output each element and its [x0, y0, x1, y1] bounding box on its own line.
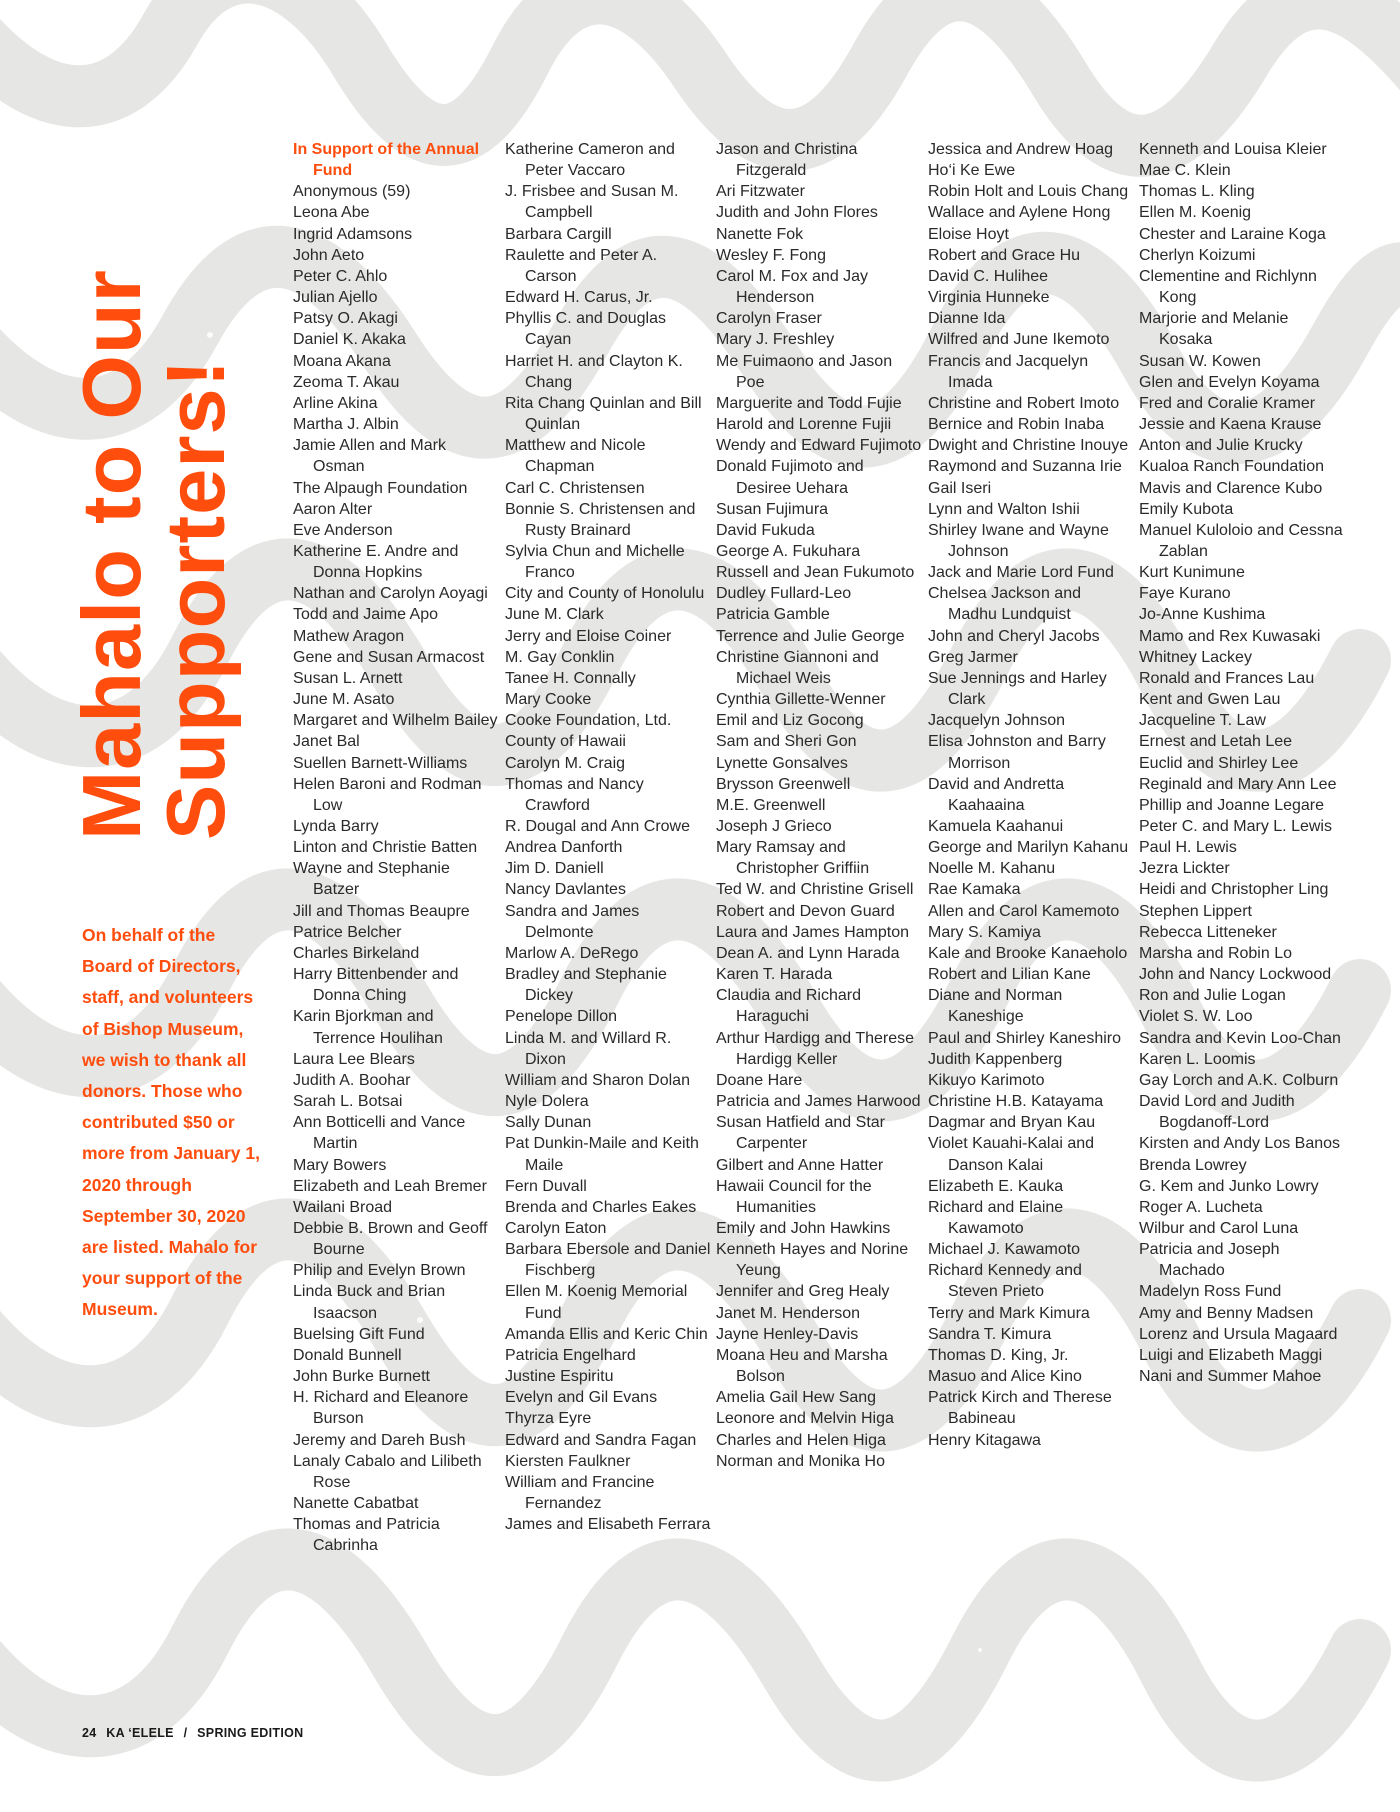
donor-name: Kenneth and Louisa Kleier — [1139, 141, 1327, 158]
donor-name: H. Richard and Eleanore Burson — [293, 1389, 469, 1428]
donor-name: Wilfred and June Ikemoto — [928, 331, 1110, 349]
donor-name: Margaret and Wilhelm Bailey — [293, 712, 498, 730]
donor-name: Raymond and Suzanna Irie — [928, 458, 1122, 476]
donor-name: Euclid and Shirley Lee — [1139, 754, 1299, 772]
donor-name: Clementine and Richlynn Kong — [1139, 267, 1317, 307]
donor-name: Laura Lee Blears — [293, 1050, 415, 1068]
donor-name: Norman and Monika Ho — [716, 1452, 885, 1470]
donor-name: Janet Bal — [293, 733, 360, 751]
donor-name: Francis and Jacquelyn Imada — [928, 352, 1089, 391]
donor-name: Fred and Coralie Kramer — [1139, 394, 1316, 412]
donor-name: Violet S. W. Loo — [1139, 1008, 1253, 1026]
donor-name: Jack and Marie Lord Fund — [928, 564, 1114, 582]
donor-name: Nanette Fok — [716, 225, 804, 243]
donor-name: Mary S. Kamiya — [928, 923, 1041, 941]
donor-name: Judith Kappenberg — [928, 1050, 1063, 1068]
donor-name: John Aeto — [293, 246, 365, 264]
donor-name: Masuo and Alice Kino — [928, 1368, 1082, 1386]
donor-name: Dagmar and Bryan Kau — [928, 1114, 1096, 1132]
donor-name: Nathan and Carolyn Aoyagi — [293, 585, 488, 603]
donor-name: Manuel Kuloloio and Cessna Zablan — [1139, 521, 1343, 560]
donor-name: Paul and Shirley Kaneshiro — [928, 1029, 1122, 1047]
donor-name: Bradley and Stephanie Dickey — [505, 966, 667, 1005]
donor-name: Shirley Iwane and Wayne Johnson — [928, 521, 1109, 560]
donor-name: Diane and Norman Kaneshige — [928, 987, 1063, 1026]
section-heading: In Support of the Annual Fund — [293, 141, 480, 180]
donor-name: David C. Hulihee — [928, 267, 1049, 285]
donor-name: Patrice Belcher — [293, 923, 402, 941]
donor-name: Marsha and Robin Lo — [1139, 944, 1292, 962]
donor-name: Cooke Foundation, Ltd. — [505, 712, 672, 730]
donor-name: Sandra T. Kimura — [928, 1325, 1052, 1343]
donor-name: Ellen M. Koenig — [1139, 204, 1252, 222]
donor-column-2 — [505, 139, 711, 1535]
donor-name: Carolyn Fraser — [716, 310, 822, 328]
donor-name: Gilbert and Anne Hatter — [716, 1156, 884, 1174]
donor-name: G. Kem and Junko Lowry — [1139, 1177, 1319, 1195]
donor-name: Andrea Danforth — [505, 839, 623, 857]
donor-name: Emily and John Hawkins — [716, 1219, 891, 1237]
donor-name: Jessica and Andrew Hoag — [928, 141, 1113, 158]
donor-name: Ann Botticelli and Vance Martin — [293, 1114, 466, 1153]
donor-name: Jamie Allen and Mark Osman — [293, 437, 446, 476]
donor-name: Ronald and Frances Lau — [1139, 669, 1315, 687]
donor-name: Wayne and Stephanie Batzer — [293, 860, 450, 899]
donor-name: Jim D. Daniell — [505, 860, 604, 878]
donor-name: Violet Kauahi-Kalai and Danson Kalai — [928, 1135, 1095, 1174]
donor-name: Phillip and Joanne Legare — [1139, 796, 1325, 814]
donor-name: Susan W. Kowen — [1139, 352, 1261, 370]
donor-name: William and Francine Fernandez — [505, 1473, 655, 1512]
donor-name: Katherine Cameron and Peter Vaccaro — [505, 141, 675, 180]
donor-name: Karen T. Harada — [716, 966, 833, 984]
donor-name: Emil and Liz Gocong — [716, 712, 864, 730]
donor-name: Hawaii Council for the Humanities — [716, 1177, 872, 1216]
title-line-1: Mahalo to Our — [65, 269, 158, 840]
donor-name: Kiersten Faulkner — [505, 1452, 631, 1470]
donor-name: Glen and Evelyn Koyama — [1139, 373, 1320, 391]
donor-name: Henry Kitagawa — [928, 1431, 1041, 1449]
donor-name: Judith and John Flores — [716, 204, 878, 222]
donor-name: Jeremy and Dareh Bush — [293, 1431, 466, 1449]
donor-name: Sandra and James Delmonte — [505, 902, 640, 941]
donor-name: Laura and James Hampton — [716, 923, 909, 941]
donor-name: Nancy Davlantes — [505, 881, 626, 899]
donor-name: Ernest and Letah Lee — [1139, 733, 1293, 751]
donor-name: Katherine E. Andre and Donna Hopkins — [293, 542, 459, 582]
donor-name: Fern Duvall — [505, 1177, 587, 1195]
donor-name: Emily Kubota — [1139, 500, 1234, 518]
donor-name: Ari Fitzwater — [716, 183, 805, 201]
donor-name: Thyrza Eyre — [505, 1410, 592, 1428]
donor-name: Brenda Lowrey — [1139, 1156, 1247, 1174]
donor-name: Kent and Gwen Lau — [1139, 691, 1281, 709]
donor-name: Lorenz and Ursula Magaard — [1139, 1325, 1338, 1343]
donor-name: Judith A. Boohar — [293, 1071, 411, 1089]
donor-name: Robert and Lilian Kane — [928, 966, 1091, 984]
donor-name: Amanda Ellis and Keric Chin — [505, 1325, 708, 1343]
donor-name: Jayne Henley-Davis — [716, 1325, 859, 1343]
donor-name: Penelope Dillon — [505, 1008, 618, 1026]
donor-name: Donald Bunnell — [293, 1346, 402, 1364]
donor-name: Susan Hatfield and Star Carpenter — [716, 1114, 885, 1153]
donor-name: Noelle M. Kahanu — [928, 860, 1056, 878]
donor-name: J. Frisbee and Susan M. Campbell — [505, 183, 679, 222]
donor-name: Me Fuimaono and Jason Poe — [716, 352, 893, 391]
donor-name: Phyllis C. and Douglas Cayan — [505, 310, 666, 349]
donor-name: M. Gay Conklin — [505, 648, 615, 666]
donor-name: Patrick Kirch and Therese Babineau — [928, 1389, 1112, 1428]
vertical-page-title — [65, 140, 250, 840]
intro-statement: On behalf of the Board of Directors, staff, and volunteers of Bishop Museum, we wish to thank all donors. Those who contributed $50 or more from January 1, 2020 through September 30, 2020 are listed. Mahalo for your support of the Museum. — [82, 925, 260, 1320]
donor-name: Mamo and Rex Kuwasaki — [1139, 627, 1321, 645]
donor-name: Zeoma T. Akau — [293, 373, 400, 391]
donor-name: Sam and Sheri Gon — [716, 733, 857, 751]
donor-name: City and County of Honolulu — [505, 585, 705, 603]
donor-name: Nyle Dolera — [505, 1093, 589, 1111]
donor-column-5 — [1139, 139, 1345, 1387]
donor-name: Ron and Julie Logan — [1139, 987, 1286, 1005]
donor-name: Dianne Ida — [928, 310, 1006, 328]
donor-name: Patricia and Joseph Machado — [1139, 1241, 1280, 1280]
donor-name: Marlow A. DeRego — [505, 944, 639, 962]
donor-name: Mavis and Clarence Kubo — [1139, 479, 1323, 497]
donor-name: John Burke Burnett — [293, 1368, 430, 1386]
donor-name: Madelyn Ross Fund — [1139, 1283, 1282, 1301]
donor-name: Faye Kurano — [1139, 585, 1231, 603]
donor-name: Todd and Jaime Apo — [293, 606, 438, 624]
donor-name: Arline Akina — [293, 394, 378, 412]
donor-name: Marguerite and Todd Fujie — [716, 394, 902, 412]
donor-name: Kikuyo Karimoto — [928, 1071, 1045, 1089]
donor-name: Sally Dunan — [505, 1114, 592, 1132]
donor-name: Cynthia Gillette-Wenner — [716, 691, 886, 709]
edition-name: SPRING EDITION — [197, 1726, 304, 1740]
donor-name: Wendy and Edward Fujimoto — [716, 437, 922, 455]
donor-column-1 — [293, 139, 499, 1556]
donor-name: Debbie B. Brown and Geoff Bourne — [293, 1219, 488, 1259]
donor-name: Mary Bowers — [293, 1156, 387, 1174]
donor-name: Arthur Hardigg and Therese Hardigg Keller — [716, 1029, 915, 1068]
donor-name: Edward H. Carus, Jr. — [505, 289, 653, 307]
donor-name: Mary Cooke — [505, 691, 592, 709]
donor-name: Elizabeth E. Kauka — [928, 1177, 1064, 1195]
donor-name: Jezra Lickter — [1139, 860, 1230, 878]
donor-name: Allen and Carol Kamemoto — [928, 902, 1120, 920]
donor-name: Jacquelyn Johnson — [928, 712, 1065, 730]
donor-name: Jacqueline T. Law — [1139, 712, 1266, 730]
donor-name: Luigi and Elizabeth Maggi — [1139, 1346, 1323, 1364]
donor-name: Robert and Grace Hu — [928, 246, 1081, 264]
donor-name: Gay Lorch and A.K. Colburn — [1139, 1071, 1339, 1089]
title-line-2: Supporters! — [149, 358, 242, 840]
donor-column-4 — [928, 139, 1134, 1451]
donor-name: Richard and Elaine Kawamoto — [928, 1198, 1064, 1237]
donor-name: George A. Fukuhara — [716, 542, 861, 560]
donor-name: Mathew Aragon — [293, 627, 405, 645]
donor-name: Eloise Hoyt — [928, 225, 1009, 243]
donor-name: Cherlyn Koizumi — [1139, 246, 1256, 264]
donor-name: Evelyn and Gil Evans — [505, 1389, 658, 1407]
donor-name: Christine H.B. Katayama — [928, 1093, 1104, 1111]
donor-name: Rita Chang Quinlan and Bill Quinlan — [505, 394, 702, 434]
donor-name: Justine Espiritu — [505, 1368, 614, 1386]
donor-name: Richard Kennedy and Steven Prieto — [928, 1262, 1082, 1301]
donor-name: Moana Heu and Marsha Bolson — [716, 1346, 888, 1386]
donor-name: Anton and Julie Krucky — [1139, 437, 1303, 455]
donor-name: Paul H. Lewis — [1139, 839, 1237, 857]
donor-name: Linton and Christie Batten — [293, 839, 478, 857]
donor-name: Roger A. Lucheta — [1139, 1198, 1263, 1216]
donor-name: Leona Abe — [293, 204, 370, 222]
donor-name: Philip and Evelyn Brown — [293, 1262, 466, 1280]
donor-name: Chester and Laraine Koga — [1139, 225, 1326, 243]
donor-name: Patricia Gamble — [716, 606, 830, 624]
donor-name: James and Elisabeth Ferrara — [505, 1516, 711, 1534]
donor-name: Bernice and Robin Inaba — [928, 416, 1105, 434]
donor-name: Kamuela Kaahanui — [928, 818, 1064, 835]
donor-name: Brenda and Charles Eakes — [505, 1198, 697, 1216]
donor-name: Carl C. Christensen — [505, 479, 645, 497]
donor-name: Mary Ramsay and Christopher Griffiin — [716, 839, 870, 878]
donor-name: Donald Fujimoto and Desiree Uehara — [716, 458, 864, 497]
donor-name: County of Hawaii — [505, 733, 626, 751]
donor-name: Nani and Summer Mahoe — [1139, 1368, 1322, 1386]
donor-name: Wailani Broad — [293, 1198, 393, 1216]
donor-name: Eve Anderson — [293, 521, 393, 539]
donor-name: The Alpaugh Foundation — [293, 479, 468, 497]
donor-name: Ho‘i Ke Ewe — [928, 162, 1016, 180]
donor-name: Peter C. and Mary L. Lewis — [1139, 818, 1332, 835]
donor-name: Heidi and Christopher Ling — [1139, 881, 1329, 899]
donor-name: George and Marilyn Kahanu — [928, 839, 1129, 857]
donor-name: Carolyn M. Craig — [505, 754, 626, 772]
donor-name: Ted W. and Christine Grisell — [716, 881, 914, 899]
donor-name: Thomas D. King, Jr. — [928, 1346, 1069, 1364]
donor-name: Helen Baroni and Rodman Low — [293, 775, 482, 814]
donor-name: Marjorie and Melanie Kosaka — [1139, 310, 1289, 349]
publication-name: KA ‘ELELE — [106, 1726, 174, 1740]
donor-name: Claudia and Richard Haraguchi — [716, 987, 861, 1026]
donor-name: Aaron Alter — [293, 500, 373, 518]
donor-name: William and Sharon Dolan — [505, 1071, 690, 1089]
donor-name: Charles and Helen Higa — [716, 1431, 886, 1449]
donor-name: Wilbur and Carol Luna — [1139, 1219, 1299, 1237]
donor-name: Elizabeth and Leah Bremer — [293, 1177, 487, 1195]
donor-name: David Lord and Judith Bogdanoff-Lord — [1139, 1093, 1295, 1132]
donor-name: Edward and Sandra Fagan — [505, 1431, 697, 1449]
donor-name: Dwight and Christine Inouye — [928, 437, 1129, 455]
donor-name: David and Andretta Kaahaaina — [928, 775, 1065, 814]
donor-name: Kirsten and Andy Los Banos — [1139, 1135, 1341, 1153]
donor-name: Dean A. and Lynn Harada — [716, 944, 900, 962]
donor-name: Susan Fujimura — [716, 500, 829, 518]
donor-name: Carol M. Fox and Jay Henderson — [716, 267, 869, 307]
donor-name: Doane Hare — [716, 1071, 803, 1089]
donor-name: Leonore and Melvin Higa — [716, 1410, 894, 1428]
donor-name: Gail Iseri — [928, 479, 992, 497]
donor-name: Russell and Jean Fukumoto — [716, 564, 915, 582]
donor-name: Lanaly Cabalo and Lilibeth Rose — [293, 1452, 482, 1491]
donor-name: Thomas L. Kling — [1139, 183, 1255, 201]
donor-name: Kurt Kunimune — [1139, 564, 1245, 582]
donor-name: Michael J. Kawamoto — [928, 1241, 1081, 1259]
donor-name: Stephen Lippert — [1139, 902, 1252, 920]
donor-name: Julian Ajello — [293, 289, 378, 307]
donor-name: Terrence and Julie George — [716, 627, 905, 645]
donor-name: Lynda Barry — [293, 818, 379, 835]
donor-name: Jo-Anne Kushima — [1139, 606, 1266, 624]
donor-name: Whitney Lackey — [1139, 648, 1252, 666]
donor-name: Sarah L. Botsai — [293, 1093, 403, 1111]
donor-name: Peter C. Ahlo — [293, 267, 388, 285]
donor-name: Sandra and Kevin Loo-Chan — [1139, 1029, 1341, 1047]
donor-name: Ingrid Adamsons — [293, 225, 413, 243]
donor-name: Patsy O. Akagi — [293, 310, 398, 328]
donor-column-3 — [716, 139, 922, 1472]
donor-name: June M. Clark — [505, 606, 604, 624]
donor-name: Bonnie S. Christensen and Rusty Brainard — [505, 500, 696, 539]
donor-name: Matthew and Nicole Chapman — [505, 437, 646, 476]
donor-name: Raulette and Peter A. Carson — [505, 246, 658, 285]
donor-name: Thomas and Patricia Cabrinha — [293, 1516, 440, 1555]
donor-name: Harriet H. and Clayton K. Chang — [505, 352, 683, 391]
donor-name: Barbara Cargill — [505, 225, 612, 243]
donor-name: Wesley F. Fong — [716, 246, 826, 264]
donor-name: Elisa Johnston and Barry Morrison — [928, 733, 1106, 772]
page-number: 24 — [82, 1726, 97, 1740]
donor-name: Harold and Lorenne Fujii — [716, 416, 892, 434]
donor-name: Patricia Engelhard — [505, 1346, 636, 1364]
donor-name: Susan L. Arnett — [293, 669, 403, 687]
donor-name: Jill and Thomas Beaupre — [293, 902, 470, 920]
donor-name: Joseph J Grieco — [716, 818, 832, 835]
donor-name: Kale and Brooke Kanaeholo — [928, 944, 1128, 962]
donor-name: Brysson Greenwell — [716, 775, 851, 793]
donor-name: Rebecca Litteneker — [1139, 923, 1277, 941]
donor-name: Sue Jennings and Harley Clark — [928, 669, 1107, 709]
donor-name: Charles Birkeland — [293, 944, 420, 962]
donor-name: Ellen M. Koenig Memorial Fund — [505, 1283, 688, 1322]
donor-name: Daniel K. Akaka — [293, 331, 406, 349]
donor-name: Lynn and Walton Ishii — [928, 500, 1080, 518]
donor-name: Suellen Barnett-Williams — [293, 754, 468, 772]
donor-name: Rae Kamaka — [928, 881, 1021, 899]
donor-name: Dudley Fullard-Leo — [716, 585, 852, 603]
donor-name: Harry Bittenbender and Donna Ching — [293, 966, 459, 1005]
donor-name: Buelsing Gift Fund — [293, 1325, 425, 1343]
donor-name: Barbara Ebersole and Daniel Fischberg — [505, 1241, 711, 1280]
donor-name: Martha J. Albin — [293, 416, 399, 434]
donor-name: John and Nancy Lockwood — [1139, 966, 1332, 984]
donor-name: Gene and Susan Armacost — [293, 648, 485, 666]
donor-name: Linda Buck and Brian Isaacson — [293, 1283, 446, 1322]
donor-name: Greg Jarmer — [928, 648, 1018, 666]
donor-name: Robert and Devon Guard — [716, 902, 895, 920]
donor-name: Kualoa Ranch Foundation — [1139, 458, 1325, 476]
donor-name: Amelia Gail Hew Sang — [716, 1389, 877, 1407]
donor-name: Anonymous (59) — [293, 183, 411, 201]
donor-name: Nanette Cabatbat — [293, 1495, 419, 1512]
donor-name: June M. Asato — [293, 691, 395, 709]
donor-name: Patricia and James Harwood — [716, 1093, 921, 1111]
donor-name: Amy and Benny Madsen — [1139, 1304, 1314, 1322]
donor-name: Karen L. Loomis — [1139, 1050, 1256, 1068]
donor-name: Karin Bjorkman and Terrence Houlihan — [293, 1008, 443, 1047]
donor-name: Mary J. Freshley — [716, 331, 835, 349]
donor-name: Carolyn Eaton — [505, 1219, 607, 1237]
donor-name: Thomas and Nancy Crawford — [505, 775, 644, 814]
donor-name: R. Dougal and Ann Crowe — [505, 818, 690, 835]
donor-name: David Fukuda — [716, 521, 815, 539]
donor-name: Sylvia Chun and Michelle Franco — [505, 542, 685, 582]
donor-name: M.E. Greenwell — [716, 796, 826, 814]
donor-name: Robin Holt and Louis Chang — [928, 183, 1129, 201]
donor-name: Christine Giannoni and Michael Weis — [716, 648, 879, 687]
donor-name: Chelsea Jackson and Madhu Lundquist — [928, 585, 1081, 624]
donor-name: Kenneth Hayes and Norine Yeung — [716, 1241, 909, 1280]
donor-name: Wallace and Aylene Hong — [928, 204, 1111, 222]
donor-name: Christine and Robert Imoto — [928, 394, 1120, 412]
donor-name: John and Cheryl Jacobs — [928, 627, 1100, 645]
donor-name: Jason and Christina Fitzgerald — [716, 141, 858, 180]
donor-name: Jennifer and Greg Healy — [716, 1283, 890, 1301]
donor-name: Lynette Gonsalves — [716, 754, 848, 772]
footer-separator: / — [183, 1726, 188, 1740]
donor-name: Jessie and Kaena Krause — [1139, 416, 1322, 434]
donor-name: Reginald and Mary Ann Lee — [1139, 775, 1337, 793]
donor-name: Moana Akana — [293, 352, 391, 370]
donor-name: Mae C. Klein — [1139, 162, 1231, 180]
donor-name: Virginia Hunneke — [928, 289, 1050, 307]
donor-name: Tanee H. Connally — [505, 669, 636, 687]
donor-name: Linda M. and Willard R. Dixon — [505, 1029, 672, 1068]
donor-name: Terry and Mark Kimura — [928, 1304, 1090, 1322]
donor-name: Janet M. Henderson — [716, 1304, 861, 1322]
donor-name: Pat Dunkin-Maile and Keith Maile — [505, 1135, 699, 1174]
donor-name: Jerry and Eloise Coiner — [505, 627, 672, 645]
page-footer — [82, 1726, 309, 1740]
